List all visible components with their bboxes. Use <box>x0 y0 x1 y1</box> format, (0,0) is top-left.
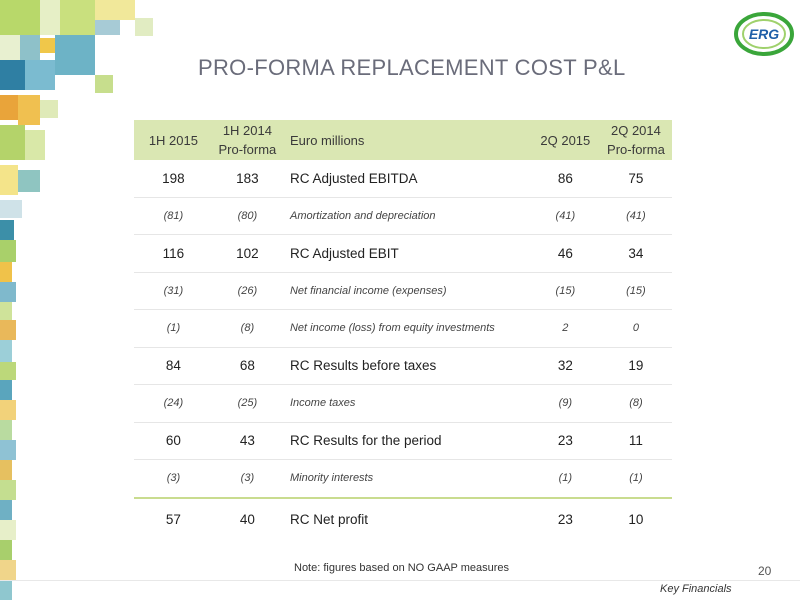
cell-2q-2014: 0 <box>600 310 672 348</box>
cell-1h-2014: 43 <box>213 422 282 460</box>
cell-1h-2014: 68 <box>213 347 282 385</box>
cell-2q-2014: 34 <box>600 235 672 273</box>
cell-1h-2014: (25) <box>213 385 282 423</box>
cell-2q-2014: (1) <box>600 460 672 498</box>
table-row <box>134 160 672 197</box>
table-row <box>134 385 672 423</box>
cell-label: Net income (loss) from equity investments <box>282 310 531 348</box>
cell-label: Income taxes <box>282 385 531 423</box>
cell-2q-2015: (1) <box>531 460 600 498</box>
pl-table <box>134 120 672 541</box>
header-1h-2015: 1H 2015 <box>134 120 213 160</box>
footer-divider <box>0 580 800 581</box>
logo-text: ERG <box>748 26 780 42</box>
section-label: Key Financials <box>660 583 732 595</box>
cell-2q-2015: 86 <box>531 160 600 197</box>
table-row <box>134 235 672 273</box>
cell-label: Net financial income (expenses) <box>282 272 531 310</box>
cell-2q-2014: (8) <box>600 385 672 423</box>
cell-label: RC Net profit <box>282 498 531 541</box>
header-2q-2014-line1: 2Q 2014 <box>610 123 661 138</box>
cell-1h-2015: 57 <box>134 498 213 541</box>
page-number: 20 <box>758 564 772 578</box>
cell-1h-2015: (1) <box>134 310 213 348</box>
cell-1h-2015: (31) <box>134 272 213 310</box>
cell-2q-2015: 2 <box>531 310 600 348</box>
cell-2q-2014: 10 <box>600 498 672 541</box>
cell-label: RC Results before taxes <box>282 347 531 385</box>
table-row <box>134 422 672 460</box>
header-1h-2014-line1: 1H 2014 <box>222 123 272 138</box>
cell-1h-2015: 116 <box>134 235 213 273</box>
cell-2q-2015: 32 <box>531 347 600 385</box>
cell-2q-2014: (41) <box>600 197 672 235</box>
cell-1h-2015: 84 <box>134 347 213 385</box>
cell-1h-2014: 102 <box>213 235 282 273</box>
page-title: PRO-FORMA REPLACEMENT COST P&L <box>198 55 626 80</box>
cell-1h-2014: (80) <box>213 197 282 235</box>
cell-label: Minority interests <box>282 460 531 498</box>
header-2q-2014-line2: Pro-forma <box>607 142 665 157</box>
cell-label: RC Adjusted EBIT <box>282 235 531 273</box>
cell-1h-2014: (3) <box>213 460 282 498</box>
table-row <box>134 460 672 498</box>
cell-1h-2015: (3) <box>134 460 213 498</box>
header-2q-2015: 2Q 2015 <box>531 120 600 160</box>
erg-logo <box>733 10 795 58</box>
cell-2q-2014: (15) <box>600 272 672 310</box>
cell-2q-2014: 19 <box>600 347 672 385</box>
cell-1h-2015: 60 <box>134 422 213 460</box>
cell-2q-2014: 75 <box>600 160 672 197</box>
table-row <box>134 310 672 348</box>
table-row-total <box>134 498 672 541</box>
cell-2q-2015: (9) <box>531 385 600 423</box>
table-row <box>134 197 672 235</box>
cell-2q-2015: (41) <box>531 197 600 235</box>
cell-1h-2015: 198 <box>134 160 213 197</box>
table-row <box>134 347 672 385</box>
header-euro-millions: Euro millions <box>282 120 531 160</box>
table-row <box>134 272 672 310</box>
cell-1h-2015: (81) <box>134 197 213 235</box>
header-1h-2014 <box>213 120 282 160</box>
cell-1h-2014: (26) <box>213 272 282 310</box>
cell-2q-2015: 46 <box>531 235 600 273</box>
cell-2q-2015: 23 <box>531 422 600 460</box>
cell-2q-2015: 23 <box>531 498 600 541</box>
cell-1h-2015: (24) <box>134 385 213 423</box>
cell-1h-2014: 183 <box>213 160 282 197</box>
cell-1h-2014: 40 <box>213 498 282 541</box>
header-1h-2014-line2: Pro-forma <box>218 142 277 157</box>
cell-2q-2014: 11 <box>600 422 672 460</box>
cell-label: RC Adjusted EBITDA <box>282 160 531 197</box>
header-2q-2014 <box>600 120 672 160</box>
cell-label: RC Results for the period <box>282 422 531 460</box>
cell-2q-2015: (15) <box>531 272 600 310</box>
cell-1h-2014: (8) <box>213 310 282 348</box>
footnote: Note: figures based on NO GAAP measures <box>294 562 510 574</box>
cell-label: Amortization and depreciation <box>282 197 531 235</box>
table-header-row <box>134 120 672 160</box>
